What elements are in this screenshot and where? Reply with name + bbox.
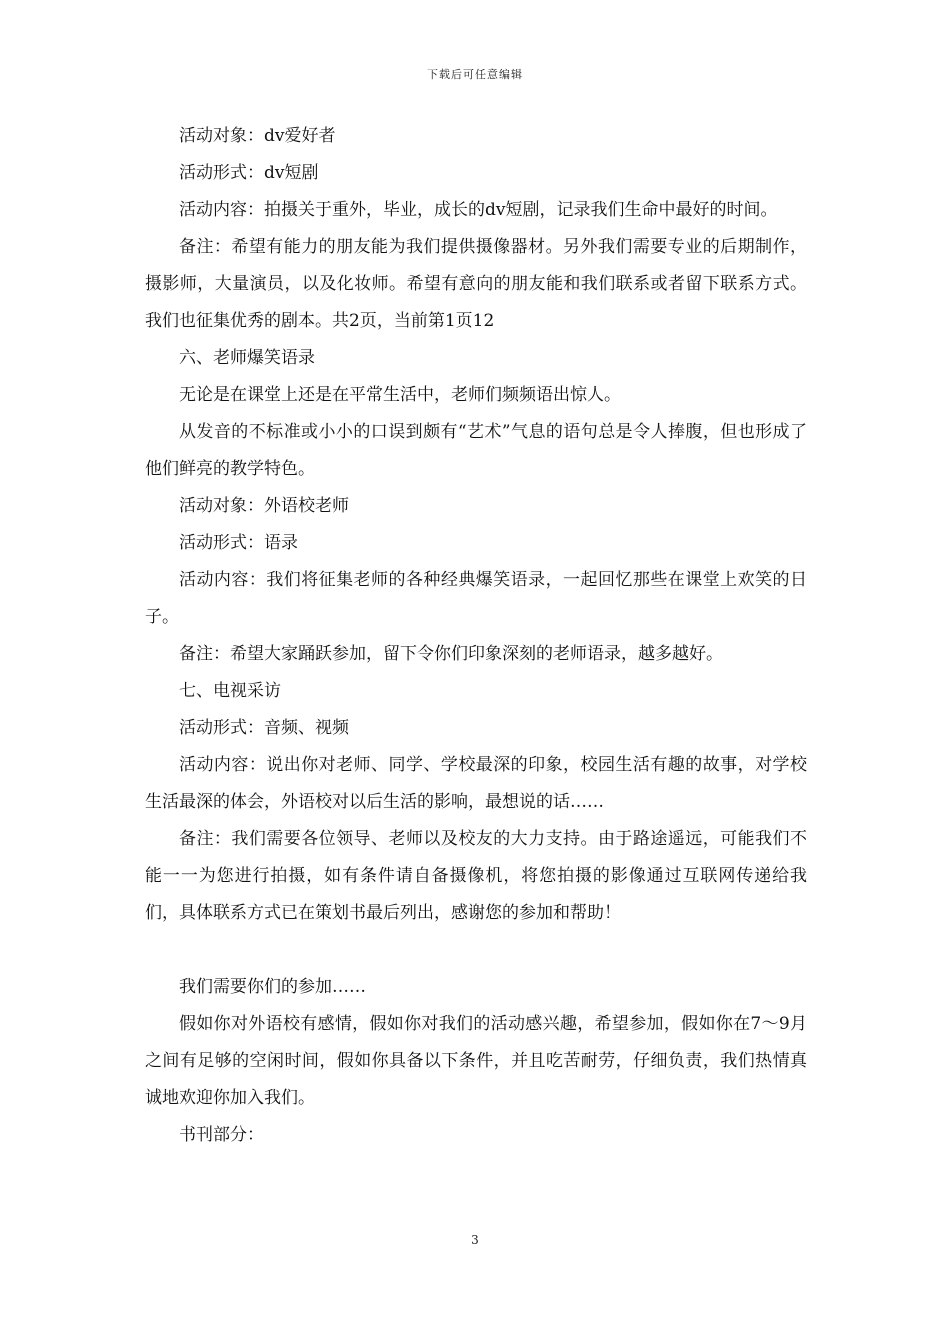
paragraph: 假如你对外语校有感情，假如你对我们的活动感兴趣，希望参加，假如你在7～9月之间有足够的空闲时间，假如你具备以下条件，并且吃苦耐劳，仔细负责，我们热情真诚地欢迎你加入我们。 [145,1014,807,1108]
paragraph: 备注：希望大家踊跃参加，留下令你们印象深刻的老师语录，越多越好。 [179,644,723,664]
page-header: 下载后可任意编辑 [427,68,523,81]
paragraph: 从发音的不标准或小小的口误到颇有“艺术”气息的语句总是令人捧腹，但也形成了他们鲜亮的教学特色。 [145,422,807,479]
document-body [145,118,807,1154]
paragraph: 活动形式：dv短剧 [179,163,319,183]
paragraph: 活动形式：音频、视频 [179,718,349,738]
paragraph: 无论是在课堂上还是在平常生活中，老师们频频语出惊人。 [179,385,621,405]
paragraph: 我们需要你们的参加…… [179,977,366,997]
paragraph: 活动形式：语录 [179,533,298,553]
paragraph: 活动对象：外语校老师 [179,496,349,516]
paragraph: 活动内容：我们将征集老师的各种经典爆笑语录，一起回忆那些在课堂上欢笑的日子。 [145,570,807,627]
paragraph: 备注：希望有能力的朋友能为我们提供摄像器材。另外我们需要专业的后期制作，摄影师，大量演员，以及化妆师。希望有意向的朋友能和我们联系或者留下联系方式。我们也征集优秀的剧本。共2页，当前第1页12 [145,237,807,331]
blank-line [145,932,807,969]
paragraph: 活动内容：拍摄关于重外，毕业，成长的dv短剧，记录我们生命中最好的时间。 [179,200,778,220]
paragraph: 活动对象：dv爱好者 [179,126,336,146]
paragraph: 书刊部分： [179,1125,264,1145]
paragraph: 活动内容：说出你对老师、同学、学校最深的印象，校园生活有趣的故事，对学校生活最深的体会，外语校对以后生活的影响，最想说的话…… [145,755,807,812]
section-heading: 七、电视采访 [179,681,281,701]
section-heading: 六、老师爆笑语录 [179,348,315,368]
paragraph: 备注：我们需要各位领导、老师以及校友的大力支持。由于路途遥远，可能我们不能一一为您进行拍摄，如有条件请自备摄像机，将您拍摄的影像通过互联网传递给我们，具体联系方式已在策划书最后列出，感谢您的参加和帮助！ [145,829,807,923]
page-number: 3 [471,1233,479,1247]
